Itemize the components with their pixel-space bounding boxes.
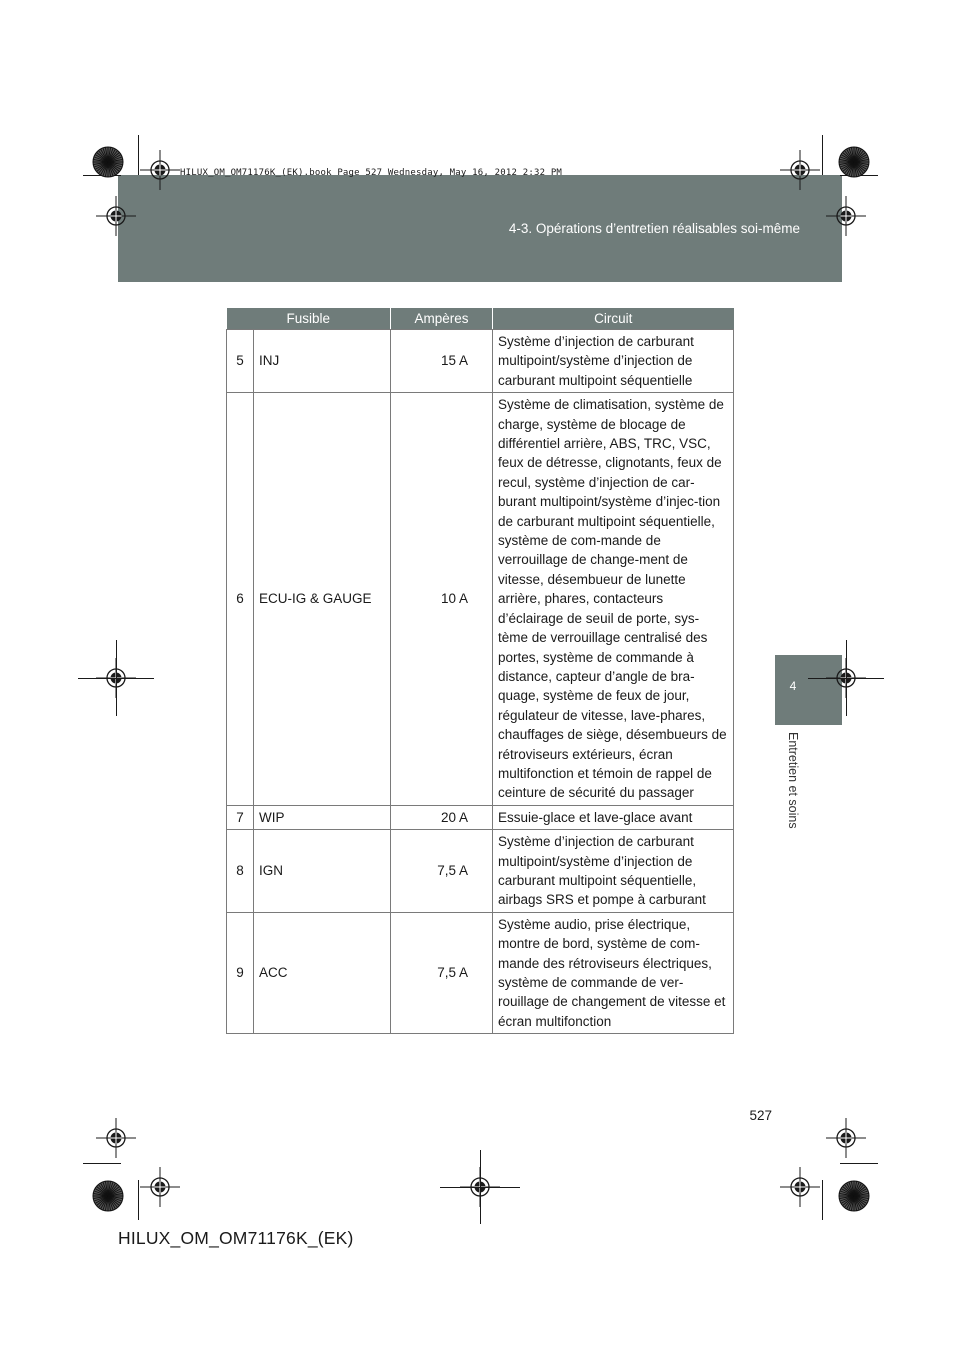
chapter-label-text: Entretien et soins [786,732,800,829]
header-amps: Ampères [391,308,493,330]
fuse-number: 9 [227,912,254,1033]
registration-target-icon [96,1118,136,1158]
registration-target-icon [780,150,820,190]
crop-mark-line [78,678,154,679]
fuse-table [226,308,734,1034]
registration-target-icon [140,150,180,190]
fuse-name: WIP [254,805,391,829]
fuse-circuit: Essuie-glace et lave-glace avant [493,805,734,829]
table-row [227,912,734,1033]
fuse-amps: 7,5 A [391,912,493,1033]
crop-mark-line [138,135,139,175]
table-row [227,330,734,393]
header-circuit: Circuit [493,308,734,330]
starburst-calibration-icon [837,145,871,179]
fuse-amps: 20 A [391,805,493,829]
fuse-number: 7 [227,805,254,829]
header-fuse: Fusible [227,308,391,330]
fuse-name: ACC [254,912,391,1033]
fuse-circuit: Système d’injection de carburant multipoint/système d’injection de carburant multipoint séquentielle [493,330,734,393]
starburst-calibration-icon [837,1179,871,1213]
document-code: HILUX_OM_OM71176K_(EK) [118,1228,354,1248]
fuse-name: INJ [254,330,391,393]
starburst-calibration-icon [91,1179,125,1213]
fuse-amps: 7,5 A [391,830,493,913]
fuse-amps: 10 A [391,393,493,806]
crop-mark-line [480,1150,481,1224]
registration-target-icon [826,1118,866,1158]
table-row [227,393,734,806]
crop-mark-line [822,135,823,175]
fuse-circuit: Système audio, prise électrique, montre de bord, système de com-mande des rétroviseurs électriques, système de commande de ver-rouillage de changement de vitesse et écran multifonction [493,912,734,1033]
chapter-label [784,732,802,862]
page-number: 527 [749,1108,772,1123]
registration-target-icon [780,1167,820,1207]
book-stamp: HILUX_OM_OM71176K_(EK).book Page 527 Wednesday, May 16, 2012 2:32 PM [180,168,563,178]
fuse-number: 5 [227,330,254,393]
fuse-circuit: Système d’injection de carburant multipoint/système d’injection de carburant multipoint séquentielle, airbags SRS et pompe à carburant [493,830,734,913]
crop-mark-line [822,1180,823,1220]
crop-mark-line [83,1163,121,1164]
fuse-number: 6 [227,393,254,806]
table-row [227,830,734,913]
chapter-number: 4 [789,679,797,693]
fuse-amps: 15 A [391,330,493,393]
fuse-number: 8 [227,830,254,913]
fuse-circuit: Système de climatisation, système de charge, système de blocage de différentiel arrière, ABS, TRC, VSC, feux de détresse, clignotants, feux de recul, système d’injection de car-burant multipoint/système d’injec-tion de carburant multipoint séquentielle, système de com-mande de verrouillage de change-ment de vitesse, désembueur de lunette arrière, phares, contacteurs d’éclairage de seuil de porte, sys-tème de verrouillage centralisé des portes, système de commande à distance, capteur d’angle de bra-quage, système de feux de jour, régulateur de vitesse, lave-phares, chauffages de siège, désembueurs de rétroviseurs extérieurs, écran multifonction et témoin de rappel de ceinture de sécurité du passager [493,393,734,806]
registration-target-icon [140,1167,180,1207]
crop-mark-line [808,678,884,679]
fuse-table-header-row [227,308,734,330]
fuse-name: ECU-IG & GAUGE [254,393,391,806]
section-title: 4-3. Opérations d’entretien réalisables soi-même [508,221,800,236]
registration-target-icon [96,196,136,236]
crop-mark-line [840,1163,878,1164]
fuse-name: IGN [254,830,391,913]
starburst-calibration-icon [91,145,125,179]
registration-target-icon [826,196,866,236]
crop-mark-line [138,1180,139,1220]
table-row [227,805,734,829]
